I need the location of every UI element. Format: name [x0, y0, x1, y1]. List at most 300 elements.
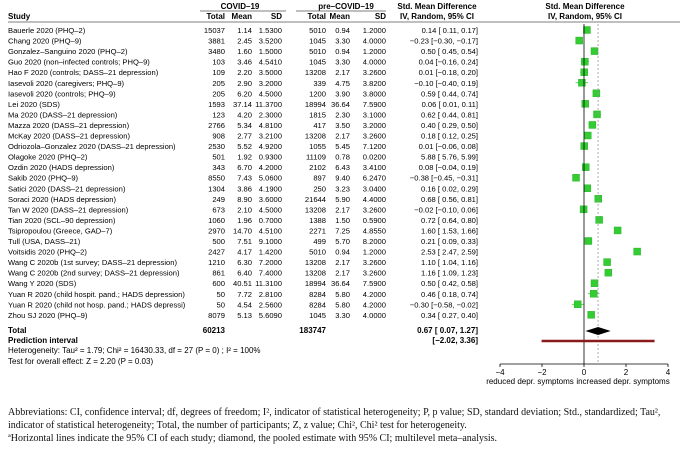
label-reduced: reduced depr. symptoms: [486, 377, 574, 386]
pre-sd: 0.0200: [362, 152, 386, 162]
study-square: [574, 301, 581, 308]
study-row: [8, 26, 478, 35]
covid-mean: 6.30: [237, 258, 252, 268]
covid-sd: 1.5000: [258, 47, 282, 57]
pre-sd: 0.5900: [362, 215, 386, 225]
covid-mean: 1.14: [237, 26, 252, 35]
pre-mean: 2.17: [335, 68, 350, 78]
study-row: [8, 121, 478, 130]
abbreviations-note: Abbreviations: CI, confidence interval; df, degrees of freedom; I², indicator of statistical heterogeneity; P, p value; SD, standard deviation; Std., standardized; Tau², indicator of statistical heterogeneity; Total, the number of participants; Z, z value; Chi², Chi² test for heterogeneity.: [8, 407, 661, 431]
pre-mean: 4.75: [335, 78, 350, 88]
covid-mean: 5.13: [237, 310, 252, 320]
pre-mean: 5.70: [335, 237, 350, 246]
covid-total: 1060: [208, 215, 225, 225]
pre-mean: 9.40: [335, 173, 350, 183]
pre-total: 11109: [306, 152, 326, 162]
covid-total: 343: [212, 163, 225, 173]
pre-mean: 3.23: [335, 184, 350, 194]
pre-total: 18994: [304, 279, 326, 289]
header-smd-line1: Std. Mean Difference: [397, 2, 477, 11]
covid-total: 8550: [208, 173, 225, 183]
header-plot-line1: Std. Mean Difference: [545, 2, 625, 11]
study-row: [8, 205, 478, 214]
pre-sd: 3.2600: [362, 258, 386, 268]
pre-sd: 4.0000: [362, 310, 386, 320]
pre-mean: 2.17: [335, 268, 350, 278]
covid-total: 2530: [208, 142, 225, 152]
header-covid-sd: SD: [270, 12, 282, 21]
ci-text: 5.88 [ 5.76, 5.99]: [421, 152, 478, 162]
ci-text: −0.38 [−0.45, −0.31]: [409, 173, 478, 183]
covid-sd: 0.7000: [258, 215, 282, 225]
covid-sd: 5.6090: [258, 310, 282, 320]
pre-mean: 3.30: [335, 36, 350, 46]
covid-total: 123: [212, 110, 225, 120]
pre-sd: 3.0400: [362, 184, 386, 194]
total-ci-text: 0.67 [ 0.07, 1.27]: [417, 326, 478, 335]
covid-sd: 4.5410: [258, 57, 282, 67]
covid-total: 103: [212, 57, 225, 67]
pre-mean: 36.64: [330, 99, 350, 109]
study-name: Voitsidis 2020 (PHQ–2): [8, 247, 87, 257]
covid-total: 205: [212, 78, 225, 88]
study-name: Sakib 2020 (PHQ–9): [8, 173, 79, 183]
study-square: [593, 90, 600, 97]
covid-sd: 4.5100: [258, 226, 282, 236]
pre-total: 250: [313, 184, 326, 194]
pre-sd: 7.5900: [362, 279, 386, 289]
study-square: [581, 58, 588, 65]
pre-sd: 3.1000: [362, 110, 386, 120]
header-pre-total: Total: [307, 12, 326, 21]
study-row: [8, 226, 478, 235]
header-smd-line2: IV, Random, 95% CI: [400, 12, 474, 21]
pre-total: 2271: [309, 226, 326, 236]
pre-mean: 3.30: [335, 57, 350, 67]
study-name: Soraci 2020 (HADS depression): [8, 194, 117, 204]
study-name: Iasevoli 2020 (caregivers; PHQ–9): [8, 78, 125, 88]
pre-total: 5010: [309, 247, 326, 257]
study-name: Zhou SJ 2020 (PHQ–9): [8, 310, 88, 320]
pre-sd: 4.0000: [362, 57, 386, 67]
covid-sd: 11.3100: [255, 279, 282, 289]
covid-mean: 5.34: [237, 120, 252, 130]
pre-sd: 4.8550: [362, 226, 386, 236]
study-square: [596, 216, 603, 223]
study-name: Ozdin 2020 (HADS depression): [8, 163, 115, 173]
pre-sd: 3.2600: [362, 68, 386, 78]
pre-mean: 3.90: [335, 89, 350, 99]
pre-total: 1055: [309, 142, 326, 152]
covid-sd: 1.5300: [258, 26, 282, 35]
covid-mean: 14.70: [232, 226, 252, 236]
covid-mean: 3.86: [237, 184, 252, 194]
ci-text: 0.62 [ 0.44, 0.81]: [421, 110, 478, 120]
covid-total: 673: [212, 205, 225, 215]
figure-note: ªHorizontal lines indicate the 95% CI of each study; diamond, the pooled estimate with 95% CI; multilevel meta–analysis.: [8, 433, 498, 444]
pre-mean: 0.94: [335, 47, 350, 57]
pre-total: 1045: [309, 36, 326, 46]
pre-total: 2102: [309, 163, 326, 173]
prediction-label: Prediction interval: [8, 336, 78, 345]
study-name: Olagoke 2020 (PHQ–2): [8, 152, 88, 162]
study-square: [614, 227, 621, 234]
covid-sd: 3.2000: [258, 78, 282, 88]
covid-total: 501: [212, 152, 225, 162]
ci-text: 0.01 [−0.06, 0.08]: [418, 142, 478, 152]
header-plot-line2: IV, Random, 95% CI: [548, 12, 622, 21]
covid-mean: 7.43: [237, 173, 252, 183]
pre-total: 1388: [309, 215, 326, 225]
study-row: [8, 100, 478, 109]
study-row: [8, 195, 478, 204]
covid-sd: 2.8100: [258, 289, 282, 299]
study-square: [591, 280, 598, 287]
prediction-ci-text: [−2.02, 3.36]: [432, 336, 478, 345]
covid-sd: 7.2000: [258, 258, 282, 268]
study-square: [594, 111, 601, 118]
pre-sd: 1.2000: [362, 247, 386, 257]
covid-mean: 6.20: [237, 89, 252, 99]
header-pre-group: pre–COVID–19: [318, 2, 374, 11]
study-row: [8, 153, 478, 162]
pre-sd: 4.0000: [362, 36, 386, 46]
ci-text: 1.16 [ 1.09, 1.23]: [421, 268, 478, 278]
study-row: [8, 89, 478, 98]
covid-total: 500: [212, 237, 225, 246]
study-name: Odriozola–Gonzalez 2020 (DASS–21 depression): [8, 142, 176, 152]
ci-text: 0.16 [ 0.02, 0.29]: [421, 184, 478, 194]
pre-total: 18994: [304, 99, 326, 109]
forest-marks: [542, 24, 685, 364]
pre-total: 339: [313, 78, 326, 88]
x-tick-label: 0: [581, 368, 587, 377]
pre-total: 13208: [304, 258, 326, 268]
pre-total: 417: [313, 120, 326, 130]
pre-total: 13208: [304, 205, 326, 215]
study-row: [8, 237, 478, 246]
x-tick-label: 4: [665, 368, 671, 377]
covid-mean: 1.92: [237, 152, 252, 162]
total-covid-n: 60213: [202, 326, 225, 335]
study-name: Tull (USA, DASS–21): [8, 237, 81, 246]
covid-mean: 40.51: [232, 279, 252, 289]
study-row: [8, 300, 478, 309]
pre-total: 13208: [304, 268, 326, 278]
covid-mean: 2.77: [237, 131, 252, 141]
covid-total: 1304: [208, 184, 225, 194]
pre-mean: 2.30: [335, 110, 350, 120]
covid-mean: 1.96: [237, 215, 252, 225]
ci-text: 2.53 [ 2.47, 2.59]: [421, 247, 478, 257]
covid-total: 600: [212, 279, 225, 289]
pre-total: 8284: [309, 289, 326, 299]
covid-total: 8079: [208, 310, 225, 320]
pre-sd: 4.2000: [362, 289, 386, 299]
covid-sd: 9.1000: [258, 237, 282, 246]
study-name: Yuan R 2020 (child not hosp. pand.; HADS depressi): [8, 300, 186, 310]
ci-text: −0.10 [−0.40, 0.19]: [414, 78, 478, 88]
covid-total: 2427: [208, 247, 225, 257]
covid-sd: 3.5000: [258, 68, 282, 78]
pre-total: 897: [313, 173, 326, 183]
pre-mean: 0.78: [335, 152, 350, 162]
study-row: [8, 269, 478, 278]
covid-sd: 4.5000: [258, 205, 282, 215]
ci-text: 0.01 [−0.18, 0.20]: [418, 68, 478, 78]
covid-total: 109: [212, 68, 225, 78]
covid-sd: 4.9200: [258, 142, 282, 152]
study-square: [590, 290, 597, 297]
study-name: Tsipropoulou (Greece, GAD–7): [8, 226, 113, 236]
study-name: Satici 2020 (DASS–21 depression): [8, 184, 126, 194]
pre-mean: 0.94: [335, 26, 350, 35]
study-square: [580, 206, 587, 213]
ci-text: −0.23 [−0.30, −0.17]: [409, 36, 478, 46]
study-square: [589, 121, 596, 128]
study-square: [588, 311, 595, 318]
study-row: [8, 311, 478, 320]
pre-sd: 6.2470: [362, 173, 386, 183]
header-pre-sd: SD: [374, 12, 386, 21]
study-square: [583, 27, 590, 34]
covid-total: 3480: [208, 47, 225, 57]
covid-mean: 6.40: [237, 268, 252, 278]
ci-text: 0.21 [ 0.09, 0.33]: [421, 237, 478, 246]
pre-mean: 5.80: [335, 289, 350, 299]
study-name: Lei 2020 (SDS): [8, 99, 60, 109]
pre-sd: 4.2000: [362, 300, 386, 310]
covid-mean: 2.45: [237, 36, 252, 46]
x-tick-label: −4: [495, 368, 505, 377]
covid-sd: 2.5600: [258, 300, 282, 310]
pre-total: 499: [313, 237, 326, 246]
study-name: Guo 2020 (non–infected controls; PHQ–9): [8, 57, 150, 67]
study-name: Gonzalez–Sanguino 2020 (PHQ–2): [8, 47, 128, 57]
pre-mean: 3.50: [335, 120, 350, 130]
study-row: [8, 248, 478, 257]
study-row: [8, 279, 478, 288]
pre-mean: 1.50: [335, 215, 350, 225]
pre-mean: 5.80: [335, 300, 350, 310]
covid-mean: 4.17: [237, 247, 252, 257]
pre-sd: 7.1200: [362, 142, 386, 152]
covid-sd: 7.4000: [258, 268, 282, 278]
study-square: [582, 100, 589, 107]
ci-text: 1.60 [ 1.53, 1.66]: [421, 226, 478, 236]
study-row: [8, 290, 478, 299]
covid-sd: 4.5000: [258, 89, 282, 99]
study-row: [8, 47, 478, 56]
covid-total: 2766: [208, 120, 225, 130]
study-name: Tian 2020 (SCL–90 depression): [8, 215, 116, 225]
ci-text: 1.10 [ 1.04, 1.16]: [421, 258, 478, 268]
label-increased: increased depr. symptoms: [576, 377, 670, 386]
total-label: Total: [8, 326, 27, 335]
x-tick-label: 2: [623, 368, 629, 377]
study-name: Iasevoli 2020 (controls; PHQ–9): [8, 89, 116, 99]
ci-text: 0.72 [ 0.64, 0.80]: [421, 215, 478, 225]
pre-sd: 3.8200: [362, 78, 386, 88]
study-square: [584, 185, 591, 192]
study-name: Wang C 2020b (2nd survey; DASS–21 depression): [8, 268, 180, 278]
study-row: [8, 110, 478, 119]
ci-text: −0.30 [−0.58, −0.02]: [409, 300, 478, 310]
study-name: Wang Y 2020 (SDS): [8, 279, 77, 289]
pre-mean: 2.17: [335, 131, 350, 141]
covid-total: 15037: [203, 26, 225, 35]
covid-mean: 4.54: [237, 300, 252, 310]
covid-total: 205: [212, 89, 225, 99]
pre-mean: 2.17: [335, 258, 350, 268]
x-tick-label: −2: [537, 368, 547, 377]
study-row: [8, 79, 478, 88]
pre-sd: 1.2000: [362, 26, 386, 35]
covid-mean: 5.52: [237, 142, 252, 152]
study-row: [8, 216, 478, 225]
pre-total: 1045: [309, 310, 326, 320]
covid-sd: 3.6000: [258, 194, 282, 204]
covid-sd: 0.9300: [258, 152, 282, 162]
ci-text: 0.59 [ 0.44, 0.74]: [421, 89, 478, 99]
pre-mean: 36.64: [330, 279, 350, 289]
pre-mean: 3.30: [335, 310, 350, 320]
overall-effect-text: Test for overall effect: Z = 2.20 (P = 0.03): [8, 357, 154, 366]
pre-mean: 5.45: [335, 142, 350, 152]
covid-total: 3881: [208, 36, 225, 46]
covid-total: 861: [212, 268, 225, 278]
covid-mean: 8.90: [237, 194, 252, 204]
pre-total: 1045: [309, 57, 326, 67]
header-covid-group: COVID–19: [220, 2, 260, 11]
study-square: [582, 164, 589, 171]
pre-total: 13208: [304, 68, 326, 78]
covid-mean: 3.46: [237, 57, 252, 67]
covid-mean: 4.20: [237, 110, 252, 120]
header-pre-mean: Mean: [329, 12, 350, 21]
covid-mean: 1.60: [237, 47, 252, 57]
covid-mean: 2.10: [237, 205, 252, 215]
pre-total: 5010: [309, 26, 326, 35]
pre-sd: 4.4000: [362, 194, 386, 204]
covid-mean: 7.72: [237, 289, 252, 299]
ci-text: 0.50 [ 0.45, 0.54]: [421, 47, 478, 57]
study-square: [634, 248, 641, 255]
study-row: [8, 142, 478, 151]
covid-mean: 2.90: [237, 78, 252, 88]
covid-total: 50: [216, 289, 225, 299]
ci-text: 0.40 [ 0.29, 0.50]: [421, 120, 478, 130]
study-name: Bauerle 2020 (PHQ–2): [8, 26, 86, 35]
covid-sd: 3.2100: [258, 131, 282, 141]
study-name: Chang 2020 (PHQ–9): [8, 36, 82, 46]
covid-sd: 2.3000: [258, 110, 282, 120]
summary-rows: [8, 326, 670, 386]
study-name: Wang C 2020b (1st survey; DASS–21 depression): [8, 258, 177, 268]
ci-text: 0.46 [ 0.18, 0.74]: [421, 289, 478, 299]
header-study: Study: [8, 12, 31, 21]
study-square: [573, 174, 580, 181]
pooled-diamond: [585, 327, 610, 335]
covid-sd: 1.4200: [258, 247, 282, 257]
ci-text: 0.06 [ 0.01, 0.11]: [421, 99, 478, 109]
study-name: Hao F 2020 (controls; DASS–21 depression): [8, 68, 159, 78]
study-row: [8, 163, 478, 172]
study-square: [584, 132, 591, 139]
table-headers: [8, 2, 625, 21]
covid-total: 1210: [208, 258, 225, 268]
covid-total: 2970: [208, 226, 225, 236]
covid-sd: 4.8100: [258, 120, 282, 130]
covid-total: 50: [216, 300, 225, 310]
pre-sd: 7.5900: [362, 99, 386, 109]
study-row: [8, 58, 478, 67]
pre-sd: 3.2600: [362, 268, 386, 278]
ci-text: 0.04 [−0.16, 0.24]: [418, 57, 478, 67]
ci-text: 0.18 [ 0.12, 0.25]: [421, 131, 478, 141]
study-name: McKay 2020 (DASS–21 depression): [8, 131, 130, 141]
covid-total: 1593: [208, 99, 225, 109]
pre-mean: 5.90: [335, 194, 350, 204]
covid-sd: 4.2000: [258, 163, 282, 173]
pre-total: 13208: [304, 131, 326, 141]
study-name: Tan W 2020 (DASS–21 depression): [8, 205, 129, 215]
pre-mean: 6.43: [335, 163, 350, 173]
study-square: [585, 238, 592, 245]
study-square: [591, 48, 598, 55]
total-pre-n: 183747: [299, 326, 326, 335]
pre-mean: 0.94: [335, 247, 350, 257]
pre-sd: 8.2000: [362, 237, 386, 246]
pre-total: 1815: [309, 110, 326, 120]
study-row: [8, 174, 478, 183]
covid-sd: 5.0600: [258, 173, 282, 183]
pre-sd: 3.4100: [362, 163, 386, 173]
pre-mean: 2.17: [335, 205, 350, 215]
covid-sd: 3.5200: [258, 36, 282, 46]
ci-text: 0.34 [ 0.27, 0.40]: [421, 310, 478, 320]
study-square: [604, 259, 611, 266]
covid-mean: 37.14: [232, 99, 252, 109]
pre-sd: 3.2600: [362, 131, 386, 141]
ci-text: −0.02 [−0.10, 0.06]: [414, 205, 478, 215]
covid-sd: 4.1900: [258, 184, 282, 194]
study-name: Mazza 2020 (DASS–21 depression): [8, 120, 130, 130]
study-square: [576, 37, 583, 44]
covid-total: 249: [212, 194, 225, 204]
pre-total: 21644: [304, 194, 326, 204]
study-rows: [8, 26, 478, 320]
pre-total: 1200: [309, 89, 326, 99]
heterogeneity-text: Heterogeneity: Tau² = 1.79; Chi² = 16430.33, df = 27 (P = 0) ; I² = 100%: [8, 346, 261, 355]
study-name: Yuan R 2020 (child hospit. pand.; HADS depression): [8, 289, 185, 299]
study-row: [8, 68, 478, 77]
footnotes: [8, 406, 680, 445]
study-row: [8, 184, 478, 193]
pre-sd: 3.8000: [362, 89, 386, 99]
ci-text: 0.14 [ 0.11, 0.17]: [421, 26, 478, 35]
covid-mean: 6.70: [237, 163, 252, 173]
pre-sd: 3.2000: [362, 120, 386, 130]
study-square: [605, 269, 612, 276]
covid-mean: 7.51: [237, 237, 252, 246]
study-row: [8, 258, 478, 267]
covid-total: 908: [212, 131, 225, 141]
pre-sd: 1.2000: [362, 47, 386, 57]
pre-total: 5010: [309, 47, 326, 57]
header-covid-total: Total: [206, 12, 225, 21]
covid-mean: 2.20: [237, 68, 252, 78]
